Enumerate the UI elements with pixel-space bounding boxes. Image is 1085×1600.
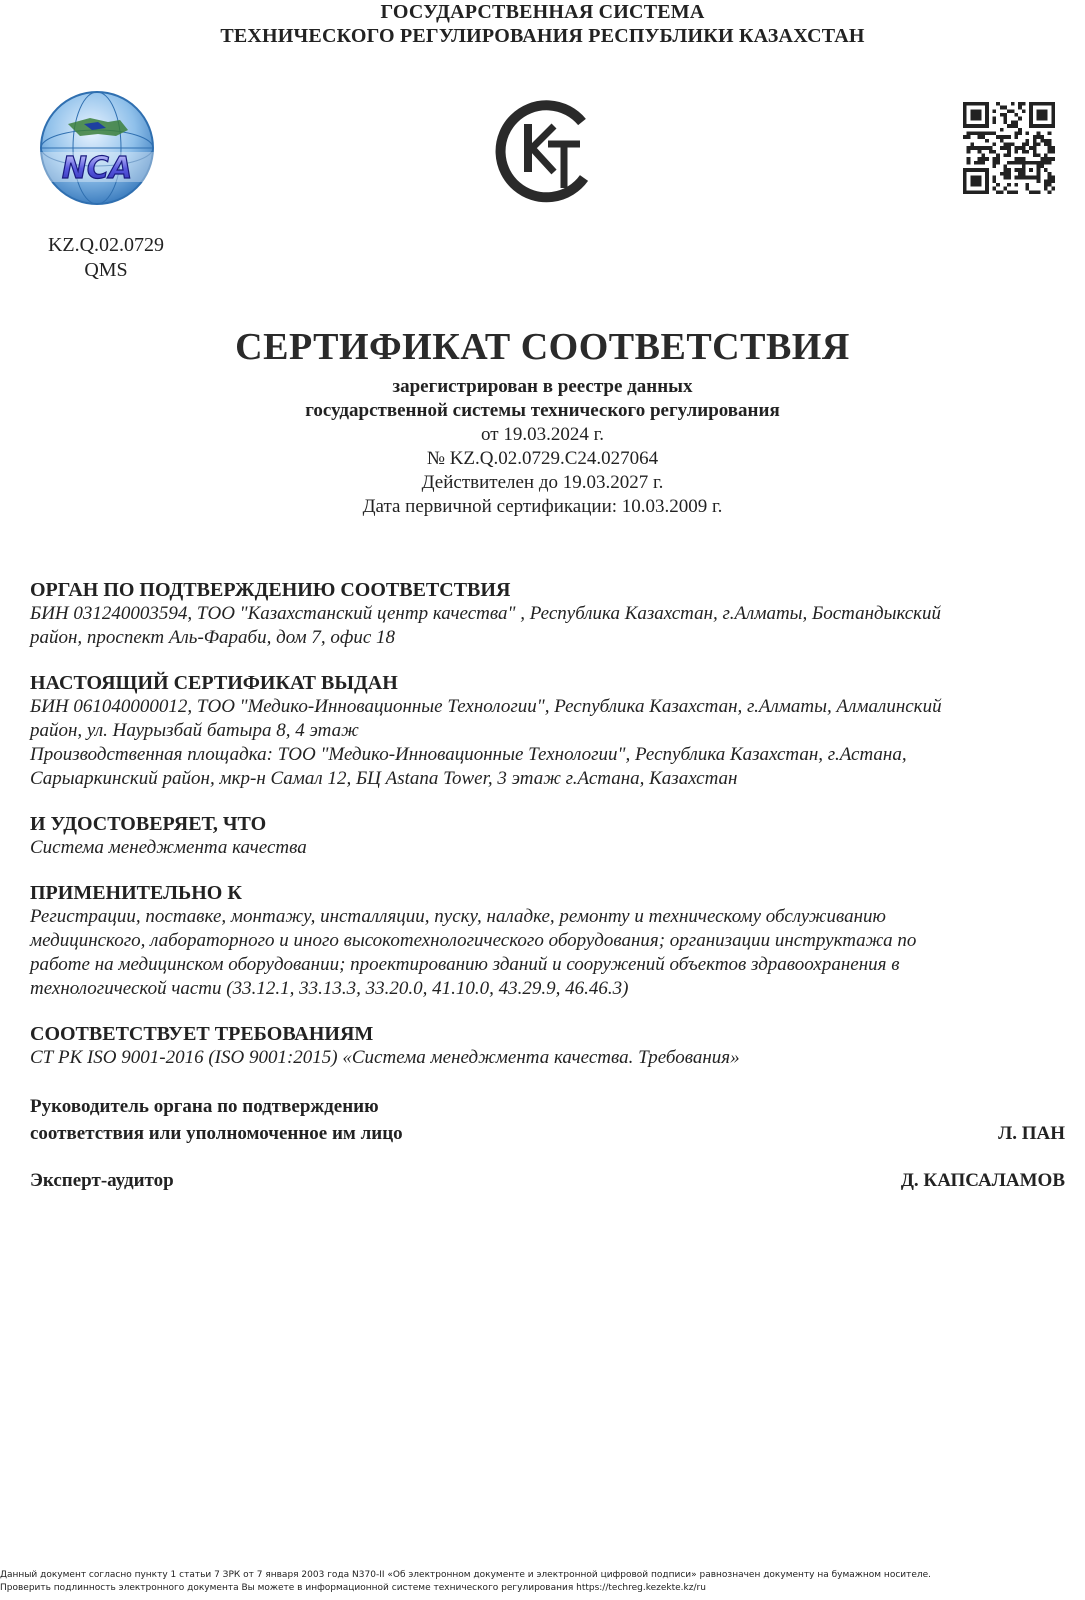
section-issued-line: Сарыаркинский район, мкр-н Самал 12, БЦ Astana Tower, 3 этаж г.Астана, Казахстан (30, 768, 738, 789)
section-issued-line: Производственная площадка: ТОО "Медико-Инновационные Технологии", Республика Казахстан, г.Астана, (30, 744, 907, 765)
registration-code: KZ.Q.02.0729 (47, 234, 165, 256)
registered-line-1: зарегистрирован в реестре данных (392, 376, 693, 397)
signature-expert-name: Д. КАПСАЛАМОВ (900, 1170, 1065, 1191)
certificate-number: № KZ.Q.02.0729.C24.027064 (426, 448, 659, 469)
section-organ-title: ОРГАН ПО ПОДТВЕРЖДЕНИЮ СООТВЕТСТВИЯ (30, 579, 511, 601)
registration-type: QMS (84, 259, 128, 281)
section-certifies-line: Система менеджмента качества (30, 837, 307, 858)
footer-line-1: Данный документ согласно пункту 1 статьи 7 ЗРК от 7 января 2003 года N370-II «Об электронном документе и электронной цифровой подписи» равнозначен документу на бумажном носителе. (0, 1570, 932, 1580)
certificate-registration-info (0, 375, 1085, 519)
section-issued-line: район, ул. Наурызбай батыра 8, 4 этаж (30, 720, 359, 741)
document-header (0, 0, 1085, 48)
registered-line-2: государственной системы технического регулирования (305, 400, 780, 421)
section-applicable-line: работе на медицинском оборудовании; проектированию зданий и сооружений объектов здравоохранения в (30, 954, 900, 975)
section-organ-line: БИН 031240003594, ТОО "Казахстанский центр качества" , Республика Казахстан, г.Алматы, Бостандыкский (30, 603, 942, 624)
section-applicable-line: Регистрации, поставке, монтажу, инсталляции, пуску, наладке, ремонту и техническому обслуживанию (30, 906, 886, 927)
section-issued (30, 671, 1065, 791)
section-requirements (30, 1022, 1065, 1070)
signature-head (30, 1093, 1065, 1147)
header-line-1: ГОСУДАРСТВЕННАЯ СИСТЕМА (380, 1, 705, 23)
header-line-2: ТЕХНИЧЕСКОГО РЕГУЛИРОВАНИЯ РЕСПУБЛИКИ КАЗАХСТАН (220, 25, 865, 47)
certificate-date: от 19.03.2024 г. (481, 424, 604, 445)
signature-expert-label: Эксперт-аудитор (30, 1170, 174, 1191)
qr-code-icon (963, 102, 1055, 194)
registration-code-block (30, 233, 182, 283)
signature-expert (30, 1167, 1065, 1194)
nca-globe-logo-icon (28, 90, 166, 208)
section-applicable (30, 881, 1065, 1001)
section-organ (30, 578, 1065, 650)
document-footer (0, 1569, 1085, 1595)
section-issued-line: БИН 061040000012, ТОО "Медико-Инновационные Технологии", Республика Казахстан, г.Алматы, Алмалинский (30, 696, 942, 717)
certificate-title: СЕРТИФИКАТ СООТВЕТСТВИЯ (235, 326, 850, 368)
section-organ-line: район, проспект Аль-Фараби, дом 7, офис 18 (30, 627, 396, 648)
section-certifies (30, 812, 1065, 860)
section-requirements-title: СООТВЕТСТВУЕТ ТРЕБОВАНИЯМ (30, 1023, 374, 1045)
certificate-valid-until: Действителен до 19.03.2027 г. (421, 472, 664, 493)
signature-head-label-2: соответствия или уполномоченное им лицо (30, 1123, 403, 1144)
section-issued-title: НАСТОЯЩИЙ СЕРТИФИКАТ ВЫДАН (30, 672, 398, 694)
section-applicable-line: технологической части (33.12.1, 33.13.3, 33.20.0, 41.10.0, 43.29.9, 46.46.3) (30, 978, 629, 999)
section-certifies-title: И УДОСТОВЕРЯЕТ, ЧТО (30, 813, 267, 835)
section-requirements-line: СТ РК ISO 9001-2016 (ISO 9001:2015) «Система менеджмента качества. Требования» (30, 1047, 740, 1068)
kz-conformity-mark-icon (492, 92, 602, 204)
section-applicable-title: ПРИМЕНИТЕЛЬНО К (30, 882, 242, 904)
signature-head-label-1: Руководитель органа по подтверждению (30, 1096, 379, 1117)
signature-head-name: Л. ПАН (998, 1123, 1065, 1144)
footer-line-2: Проверить подлинность электронного документа Вы можете в информационной системе технического регулирования https://techreg.kezekte.kz/ru (0, 1583, 706, 1593)
nca-logo-text: NCA (61, 151, 133, 186)
certificate-first-date: Дата первичной сертификации: 10.03.2009 г. (362, 496, 723, 517)
section-applicable-line: медицинского, лабораторного и иного высокотехнологического оборудования; организации инструктажа по (30, 930, 917, 951)
